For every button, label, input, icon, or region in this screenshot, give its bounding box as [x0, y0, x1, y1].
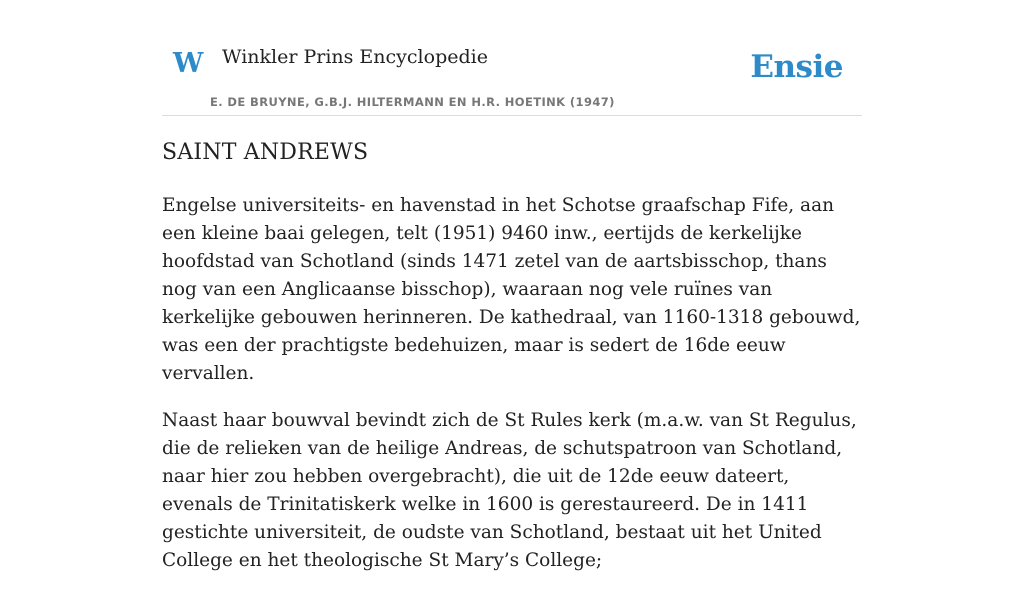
entry-paragraph: Naast haar bouwval bevindt zich de St Rules kerk (m.a.w. van St Regulus, die de relieken van de heilige Andreas, de schutspatroon van Schotland, naar hier zou hebben overgebracht), die uit de 12de eeuw dateert, evenals de Trinitatiskerk welke in 1600 is gerestaureerd. De in 1411 gestichte universiteit, de oudste van Schotland, bestaat uit het United College en het theologische St Mary’s College; — [162, 410, 857, 571]
entry-body — [162, 192, 862, 594]
winkler-prins-logo[interactable]: W — [173, 48, 204, 79]
entry-title: SAINT ANDREWS — [162, 140, 369, 165]
source-header — [162, 0, 862, 116]
book-authors: E. DE BRUYNE, G.B.J. HILTERMANN EN H.R. HOETINK (1947) — [210, 95, 615, 109]
entry-paragraph: Engelse universiteits- en havenstad in het Schotse graafschap Fife, aan een kleine baai gelegen, telt (1951) 9460 inw., eertijds de kerkelijke hoofdstad van Schotland (sinds 1471 zetel van de aartsbisschop, thans nog van een Anglicaanse bisschop), waaraan nog vele ruïnes van kerkelijke gebouwen herinneren. De kathedraal, van 1160-1318 gebouwd, was een der prachtigste bedehuizen, maar is sedert de 16de eeuw vervallen. — [162, 195, 861, 384]
page-container — [162, 0, 862, 571]
book-title-link[interactable]: Winkler Prins Encyclopedie — [222, 46, 488, 68]
ensie-logo[interactable]: Ensie — [750, 49, 843, 85]
